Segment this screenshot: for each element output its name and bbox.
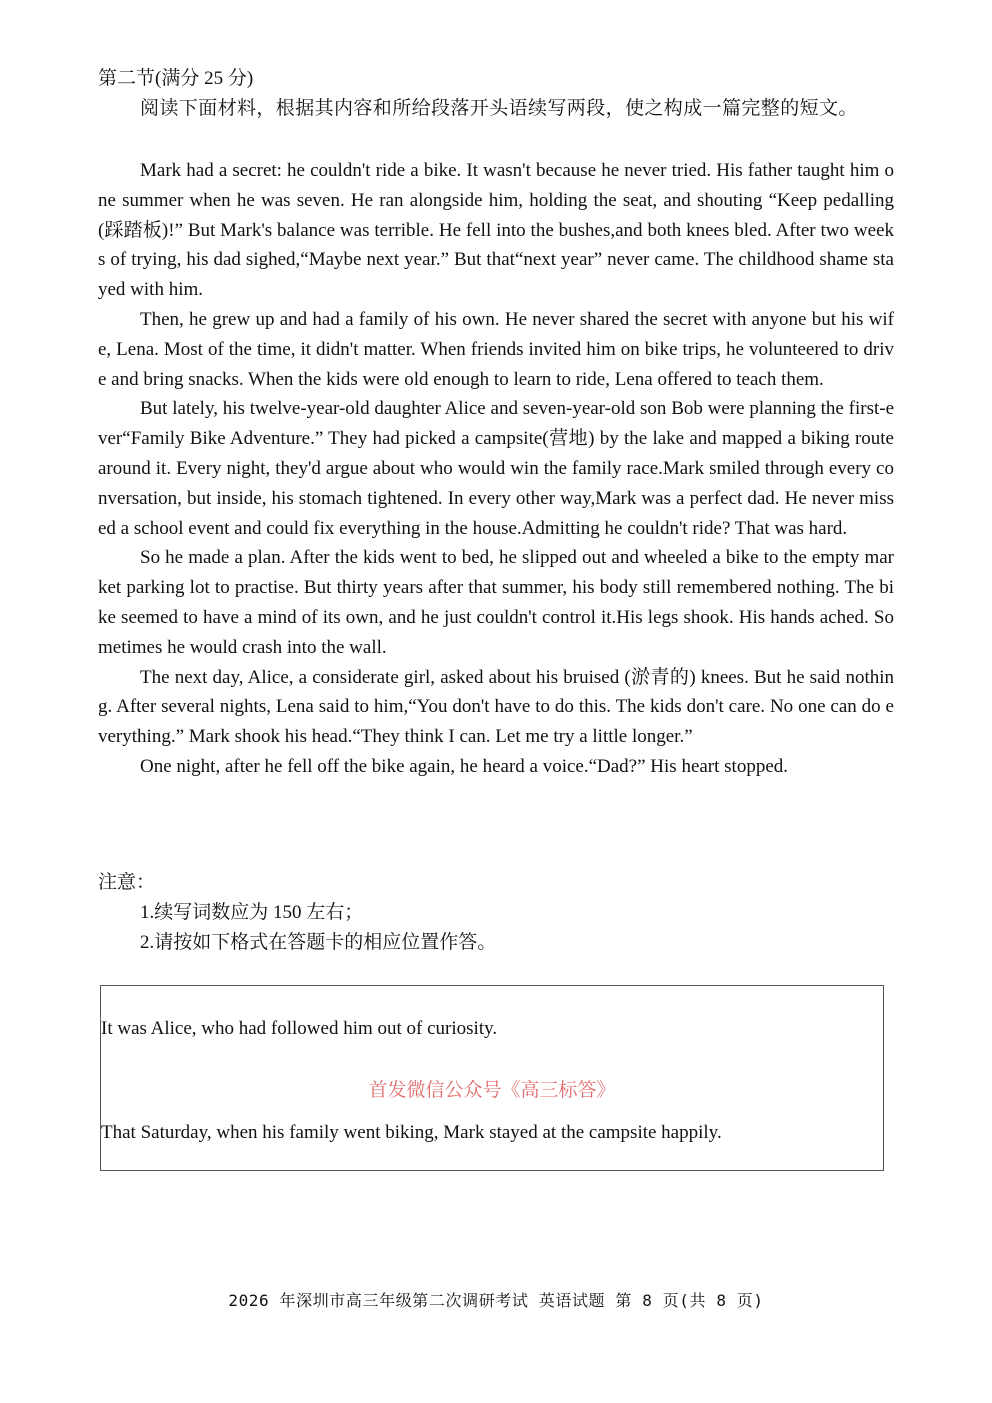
passage-paragraph-3: But lately, his twelve-year-old daughter Alice and seven-year-old son Bob were planning the first-ever“Family Bike Adventure.” They had picked a campsite(营地) by the lake and mapped a biking route around it. Every night, they'd argue about who would win the family race.Mark smiled through every conversation, but inside, his stomach tightened. In every other way,Mark was a perfect dad. He never missed a school event and could fix everything in the house.Admitting he couldn't ride? That was hard. (98, 398, 894, 539)
notes-heading: 注意： (98, 872, 156, 893)
reading-passage (98, 156, 894, 782)
passage-paragraph-6: One night, after he fell off the bike again, he heard a voice.“Dad?” His heart stopped. (140, 755, 789, 777)
passage-paragraph-1: Mark had a secret: he couldn't ride a bike. It wasn't because he never tried. His father taught him one summer when he was seven. He ran alongside him, holding the seat, and shouting “Keep pedalling(踩踏板)!” But Mark's balance was terrible. He fell into the bushes,and both knees bled. After two weeks of trying, his dad sighed,“Maybe next year.” But that“next year” never came. The childhood shame stayed with him. (98, 160, 894, 301)
page-footer: 2026 年深圳市高三年级第二次调研考试 英语试题 第 8 页(共 8 页) (228, 1291, 764, 1310)
section-instruction: 阅读下面材料，根据其内容和所给段落开头语续写两段，使之构成一篇完整的短文。 (140, 98, 858, 119)
passage-paragraph-4: So he made a plan. After the kids went to bed, he slipped out and wheeled a bike to the empty market parking lot to practise. But thirty years after that summer, his body still remembered nothing. The bike seemed to have a mind of its own, and he just couldn't control it.His legs shook. His hands ached. Sometimes he would crash into the wall. (98, 547, 894, 658)
section-title: 第二节(满分 25 分) (98, 68, 254, 89)
paragraph-opener-2: That Saturday, when his family went biking, Mark stayed at the campsite happily. (101, 1122, 722, 1143)
answer-format-box (100, 985, 884, 1171)
watermark-text: 首发微信公众号《高三标答》 (368, 1080, 616, 1101)
passage-paragraph-2: Then, he grew up and had a family of his own. He never shared the secret with anyone but his wife, Lena. Most of the time, it didn't matter. When friends invited him on bike trips, he volunteered to drive and bring snacks. When the kids were old enough to learn to ride, Lena offered to teach them. (98, 308, 894, 390)
note-item-answer-format: 2.请按如下格式在答题卡的相应位置作答。 (140, 932, 497, 953)
passage-paragraph-5: The next day, Alice, a considerate girl, asked about his bruised (淤青的) knees. But he said nothing. After several nights, Lena said to him,“You don't have to do this. The kids don't care. No one can do everything.” Mark shook his head.“They think I can. Let me try a little longer.” (98, 666, 894, 748)
notes-list (140, 898, 496, 958)
note-item-word-count: 1.续写词数应为 150 左右； (140, 902, 364, 923)
paragraph-opener-1: It was Alice, who had followed him out of curiosity. (101, 1018, 498, 1039)
